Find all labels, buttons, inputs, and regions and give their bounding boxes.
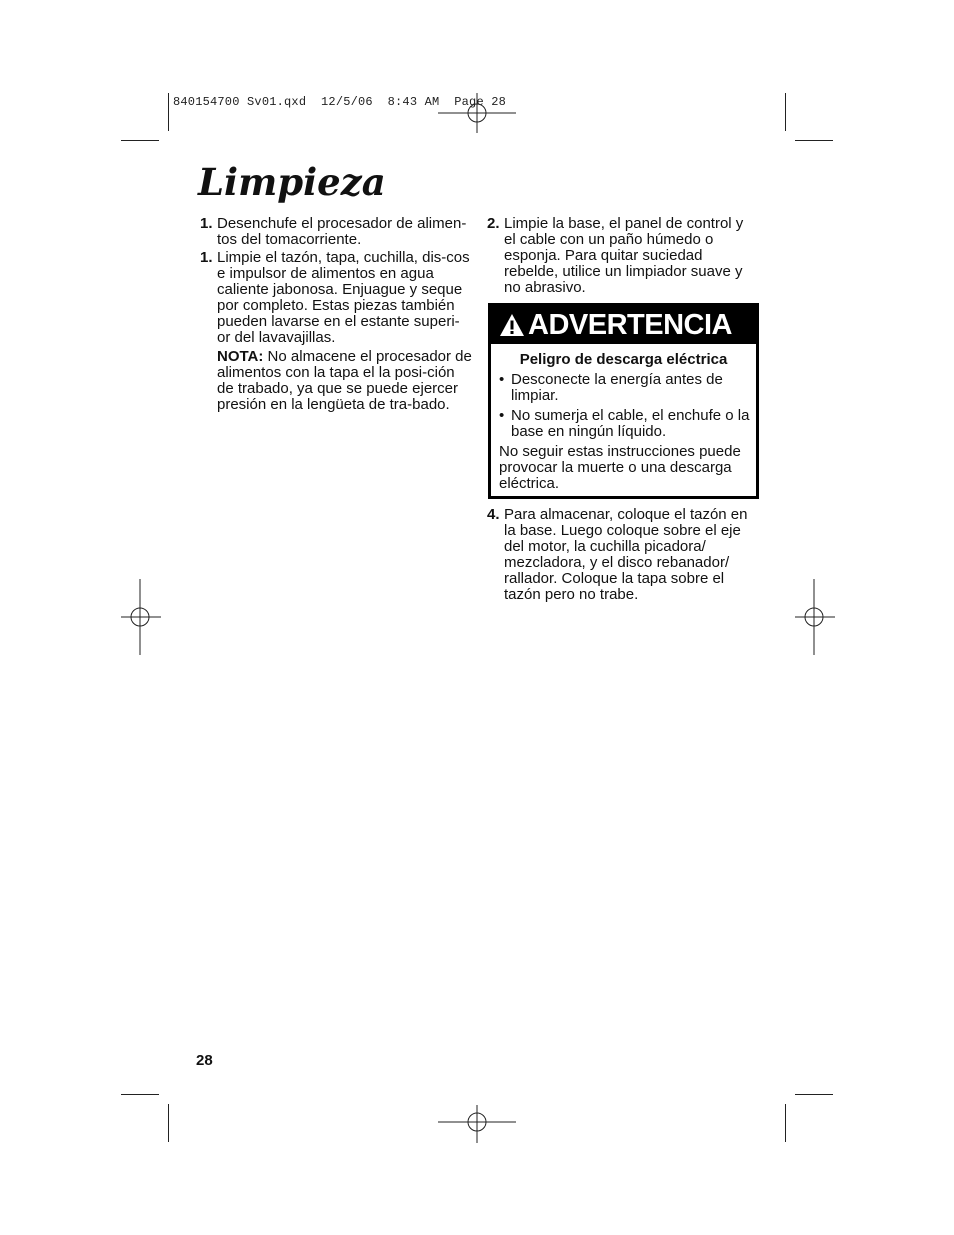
warning-bullet	[499, 408, 756, 440]
note-label: NOTA:	[217, 348, 264, 365]
warning-header	[491, 306, 756, 344]
step-text: Desenchufe el procesador de alimen-tos del tomacorriente.	[217, 215, 467, 248]
page-number: 28	[196, 1052, 213, 1069]
slug-line: 840154700 Sv01.qxd 12/5/06 8:43 AM Page 28	[173, 95, 507, 109]
warning-subheading: Peligro de descarga eléctrica	[519, 351, 728, 368]
right-column	[487, 216, 759, 298]
bullet-marker: •	[499, 407, 505, 424]
step-number: 1.	[200, 215, 213, 232]
warning-body	[491, 344, 756, 496]
warning-triangle-icon	[499, 313, 525, 337]
warning-box	[488, 303, 759, 499]
step-number: 1.	[200, 249, 213, 266]
step-item	[200, 216, 472, 248]
bullet-text: No sumerja el cable, el enchufe o la base en ningún líquido.	[511, 407, 750, 440]
note	[217, 349, 472, 413]
step-text: Para almacenar, coloque el tazón en la base. Luego coloque sobre el eje del motor, la cuchilla picadora/ mezcladora, y el disco rebanador/ rallador. Coloque la tapa sobre el tazón pero no trabe.	[504, 506, 748, 603]
registration-mark-icon	[121, 579, 161, 655]
registration-mark-icon	[438, 1105, 516, 1143]
page-title: Limpieza	[198, 160, 386, 204]
note-text: No almacene el procesador de alimentos con la tapa el la posi-ción de trabado, ya que se puede ejercer presión en la lengüeta de tra-bado.	[217, 348, 472, 413]
step-item	[200, 250, 472, 346]
step-number: 2.	[487, 215, 500, 232]
step-number: 4.	[487, 506, 500, 523]
step-text: Limpie el tazón, tapa, cuchilla, dis-cos e impulsor de alimentos en agua caliente jabonosa. Enjuague y seque por completo. Estas piezas también pueden lavarse en el estante superi-or del lavavajillas.	[217, 249, 470, 346]
warning-heading: ADVERTENCIA	[528, 308, 732, 341]
step-item	[487, 216, 759, 296]
left-column	[200, 216, 472, 413]
step-text: Limpie la base, el panel de control y el cable con un paño húmedo o esponja. Para quitar suciedad rebelde, utilice un limpiador suave y no abrasivo.	[504, 215, 744, 296]
bullet-text: Desconecte la energía antes de limpiar.	[511, 371, 723, 404]
bullet-marker: •	[499, 371, 505, 388]
warning-footer: No seguir estas instrucciones puede provocar la muerte o una descarga eléctrica.	[499, 443, 741, 492]
registration-mark-icon	[795, 579, 835, 655]
step-item	[487, 507, 759, 603]
warning-bullet	[499, 372, 756, 404]
registration-mark-icon	[438, 93, 516, 133]
